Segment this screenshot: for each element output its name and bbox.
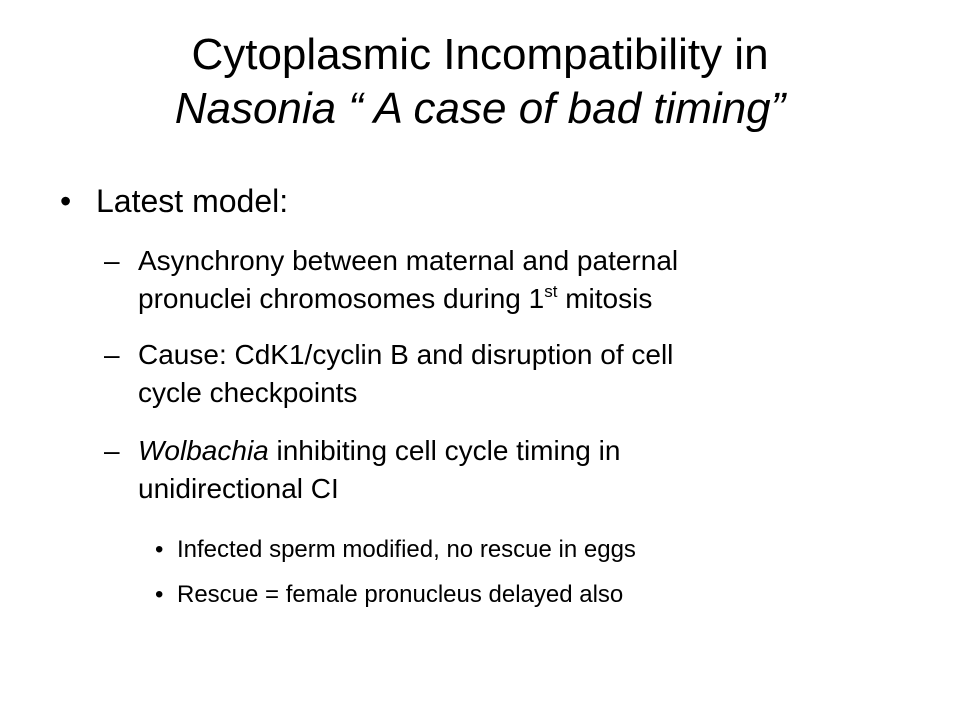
subitem-text xyxy=(138,242,898,318)
subitem-text xyxy=(138,432,898,508)
slide-title xyxy=(0,28,960,136)
dash-icon: – xyxy=(104,245,120,276)
bullet-icon: • xyxy=(155,536,164,563)
title-line-2 xyxy=(0,82,960,136)
subitem-line-1 xyxy=(138,432,898,470)
bullet-text: Latest model: xyxy=(96,183,289,219)
subsubitem-text: Infected sperm modified, no rescue in eggs xyxy=(177,536,636,563)
title-line-2-italic: Nasonia “ A case of bad timing” xyxy=(174,84,786,133)
subsubitem-text: Rescue = female pronucleus delayed also xyxy=(177,581,624,608)
bullet-icon: • xyxy=(60,183,72,219)
subitem-line-1: Asynchrony between maternal and paternal xyxy=(138,245,679,276)
subitem-line-2: cycle checkpoints xyxy=(138,377,358,408)
title-line-1: Cytoplasmic Incompatibility in xyxy=(191,30,769,79)
subitem-line-2-suffix: mitosis xyxy=(557,283,653,314)
subitem-line-1: Cause: CdK1/cyclin B and disruption of cell xyxy=(138,339,674,370)
subitem-line-1-rest: inhibiting cell cycle timing in xyxy=(268,435,621,466)
dash-icon: – xyxy=(104,339,120,370)
subitem-line-2-prefix: pronuclei chromosomes during 1 xyxy=(138,283,545,314)
wolbachia-italic: Wolbachia xyxy=(138,435,269,466)
subitem-text xyxy=(138,336,898,412)
subitem-line-2: unidirectional CI xyxy=(138,473,339,504)
superscript-st: st xyxy=(544,282,558,301)
dash-icon: – xyxy=(104,435,120,466)
subitem-line-2 xyxy=(138,280,898,318)
bullet-icon: • xyxy=(155,581,164,608)
